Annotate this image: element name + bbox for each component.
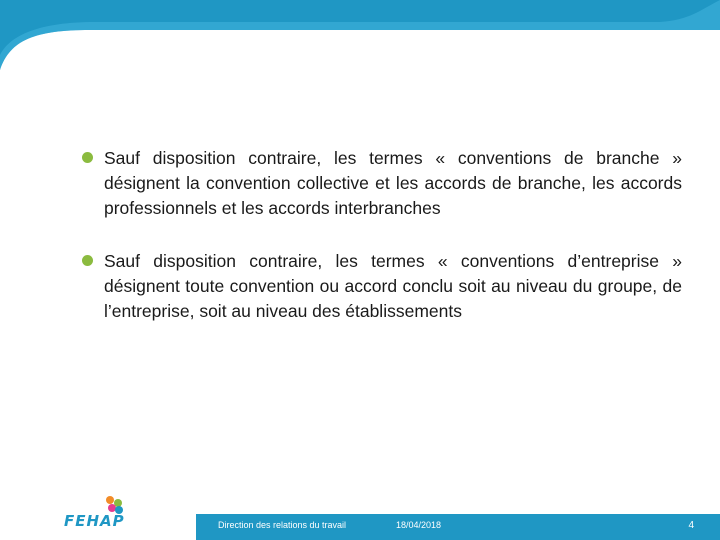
- header-decoration: [0, 0, 720, 70]
- bullet-text: Sauf disposition contraire, les termes « conventions d’entreprise » désignent toute convention ou accord conclu soit au niveau du groupe, de l’entreprise, soit au niveau des établissements: [104, 251, 682, 321]
- logo-text: FEHAP: [64, 512, 125, 530]
- bullet-item: [82, 146, 682, 221]
- slide-content: [82, 146, 682, 352]
- footer-date: 18/04/2018: [396, 520, 442, 530]
- bullet-icon: [82, 152, 93, 163]
- bullet-item: [82, 249, 682, 324]
- footer-department: Direction des relations du travail: [218, 520, 347, 530]
- footer-bar: [196, 514, 720, 540]
- page-number: 4: [688, 520, 694, 531]
- bullet-icon: [82, 255, 93, 266]
- bullet-text: Sauf disposition contraire, les termes « conventions de branche » désignent la convention collective et les accords de branche, les accords professionnels et les accords interbranches: [104, 148, 682, 218]
- fehap-logo: [64, 494, 134, 534]
- logo-petal-icon: [106, 496, 114, 504]
